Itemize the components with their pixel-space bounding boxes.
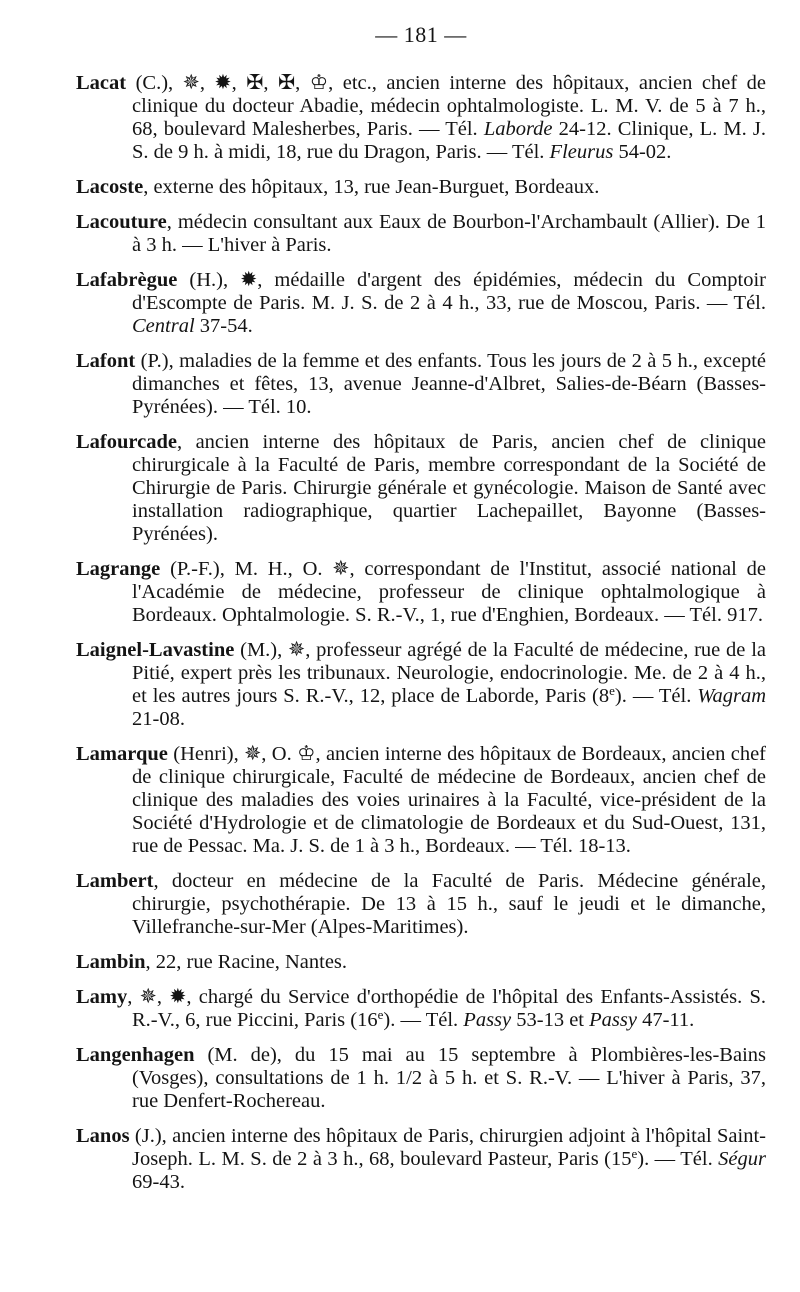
entry-lacat [76,72,766,164]
entry-name: Langenhagen [76,1044,195,1066]
entry-lacoste [76,176,766,199]
entry-text: ). — Tél. [614,685,698,707]
entry-lanos [76,1125,766,1194]
entry-name: Laignel-Lavastine [76,639,235,661]
entry-name: Lambin [76,951,146,973]
entry-text: 37-54. [194,315,253,337]
entry-lamarque [76,743,766,858]
entry-text: 24-12. Clinique, L. M. J. S. de 9 h. à midi, 18, rue du Dragon, Paris. — Tél. [132,118,766,163]
entry-lambin [76,951,766,974]
entry-text: (P.-F.), M. H., O. ✵, correspondant de l'Institut, associé national de l'Académie de médecine, professeur de clinique ophtalmologique à Bordeaux. Ophtalmologie. S. R.-V., 1, rue d'Enghien, Bordeaux. — Tél. 917. [132,558,766,626]
entry-name: Lafont [76,350,136,372]
superscript: e [377,1007,384,1022]
entry-text: (Henri), ✵, O. ♔, ancien interne des hôpitaux de Bordeaux, ancien chef de clinique chirurgicale, Faculté de médecine de Bordeaux, ancien chef de clinique des maladies des voies urinaires à la Faculté, vice-président de la Société d'Hydrologie et de climatologie de Bordeaux et du Sud-Ouest, 131, rue de Pessac. Ma. J. S. de 1 à 3 h., Bordeaux. — Tél. 18-13. [132,743,766,857]
entry-name: Lafourcade [76,431,177,453]
entry-text: (M. de), du 15 mai au 15 septembre à Plombières-les-Bains (Vosges), consultations de 1 h. 1/2 à 5 h. et S. R.-V. — L'hiver à Paris, 37, rue Denfert-Rochereau. [132,1044,766,1112]
entry-langenhagen [76,1044,766,1113]
entry-name: Lamarque [76,743,168,765]
entry-text: ). — Tél. [637,1148,719,1170]
entry-lafourcade [76,431,766,546]
entry-text: , médecin consultant aux Eaux de Bourbon-l'Archambault (Allier). De 1 à 3 h. — L'hiver à Paris. [132,211,766,256]
entry-text: ). — Tél. [383,1009,464,1031]
entry-text: , 22, rue Racine, Nantes. [145,951,348,973]
entry-name: Lagrange [76,558,161,580]
entry-text: (J.), ancien interne des hôpitaux de Paris, chirurgien adjoint à l'hôpital Saint-Joseph. L. M. S. de 2 à 3 h., 68, boulevard Pasteur, Paris (15 [129,1125,766,1170]
entry-lafont [76,350,766,419]
entry-laignel-lavastine [76,639,766,731]
entry-name: Lamy [76,986,128,1008]
superscript: e [609,683,615,698]
entry-text: (P.), maladies de la femme et des enfants. Tous les jours de 2 à 5 h., excepté dimanches et fêtes, 13, avenue Jeanne-d'Albret, Salies-de-Béarn (Basses-Pyrénées). — Tél. 10. [132,350,766,418]
entry-text: , externe des hôpitaux, 13, rue Jean-Burguet, Bordeaux. [143,176,600,198]
exchange-name: Passy [589,1009,637,1031]
exchange-name: Wagram [697,685,766,707]
exchange-name: Ségur [718,1148,766,1170]
entry-text: 21-08. [132,708,185,730]
entry-name: Lacouture [76,211,167,233]
entry-name: Lanos [76,1125,130,1147]
entry-text: (C.), ✵, ✹, ✠, ✠, ♔, etc., ancien interne des hôpitaux, ancien chef de clinique du docteur Abadie, médecin ophtalmologiste. L. M. V. de 5 à 7 h., 68, boulevard Malesherbes, Paris. — Tél. [126,72,766,140]
entry-lagrange [76,558,766,627]
entry-text: 54-02. [613,141,672,163]
entry-text: 69-43. [132,1171,185,1193]
entry-lacouture [76,211,766,257]
entry-lamy [76,986,766,1032]
entry-text: , ✵, ✹, chargé du Service d'orthopédie de l'hôpital des Enfants-Assistés. S. R.-V., 6, rue Piccini, Paris (16 [127,986,766,1031]
entry-name: Lambert [76,870,154,892]
entry-text: 53-13 et [511,1009,590,1031]
exchange-name: Central [132,315,195,337]
entry-text: , ancien interne des hôpitaux de Paris, ancien chef de clinique chirurgicale à la Faculté de Paris, membre correspondant de la Société de Chirurgie de Paris. Chirurgie générale et gynécologie. Maison de Santé avec installation radiographique, quartier Lachepaillet, Bayonne (Basses-Pyrénées). [132,431,766,545]
entry-name: Lafabrègue [76,269,178,291]
entry-text: 47-11. [636,1009,695,1031]
page-number: — 181 — [375,22,467,47]
entry-text: (M.), ✵, professeur agrégé de la Faculté de médecine, rue de la Pitié, expert près les tribunaux. Neurologie, endocrinologie. Me. de 2 à 4 h., et les autres jours S. R.-V., 12, place de Laborde, Paris (8 [132,639,766,707]
entry-lafabregue [76,269,766,338]
superscript: e [631,1146,638,1161]
entry-text: (H.), ✹, médaille d'argent des épidémies, médecin du Comptoir d'Escompte de Paris. M. J. S. de 2 à 4 h., 33, rue de Moscou, Paris. — Tél. [132,269,766,314]
exchange-name: Fleurus [549,141,614,163]
entry-text: , docteur en médecine de la Faculté de Paris. Médecine générale, chirurgie, psychothérapie. De 13 à 15 h., sauf le jeudi et le dimanche, Villefranche-sur-Mer (Alpes-Maritimes). [132,870,766,938]
exchange-name: Laborde [483,118,553,140]
entry-lambert [76,870,766,939]
entry-name: Lacat [76,72,127,94]
exchange-name: Passy [463,1009,512,1031]
entry-name: Lacoste [76,176,144,198]
